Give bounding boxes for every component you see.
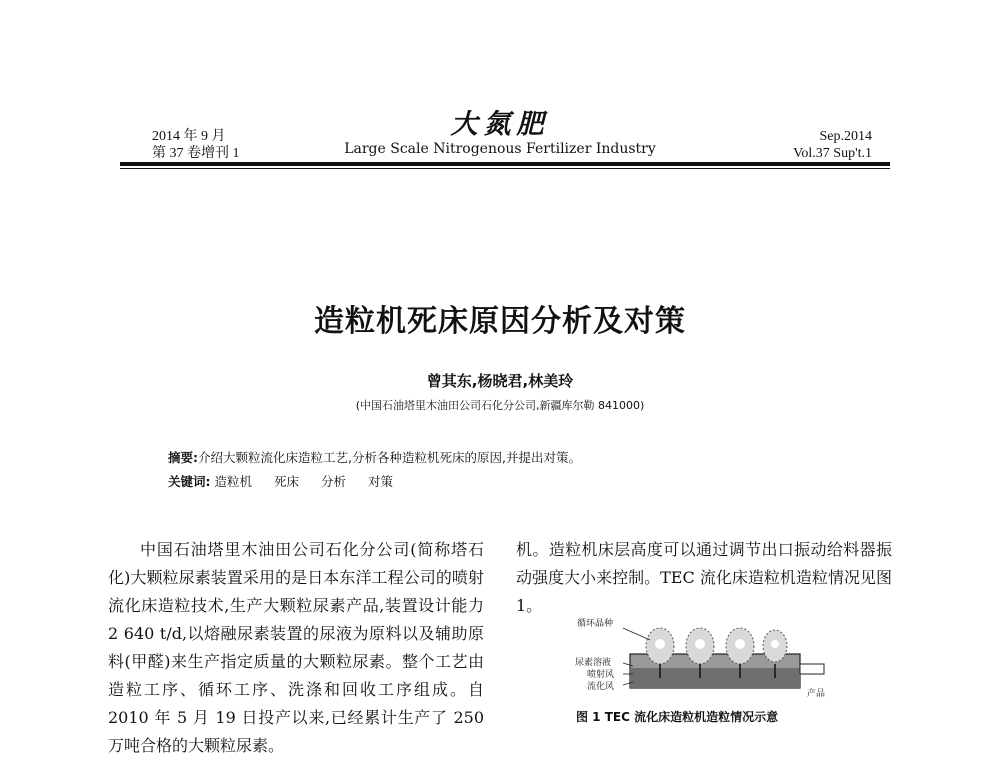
- issue-volume-en: Vol.37 Sup't.1: [793, 146, 872, 161]
- figure-caption: 图 1 TEC 流化床造粒机造粒情况示意: [576, 710, 779, 724]
- article-authors: 曾其东,杨晓君,林美玲: [426, 372, 574, 390]
- label-product: 产品: [807, 689, 826, 699]
- issue-volume-cn: 第 37 卷增刊 1: [152, 146, 240, 161]
- product-outlet: [800, 664, 824, 674]
- label-spray-air: 喷射风: [587, 670, 615, 680]
- header-rule-thin: [120, 168, 890, 169]
- article-title: 造粒机死床原因分析及对策: [314, 304, 686, 339]
- body-paragraph: 机。造粒机床层高度可以通过调节出口振动给料器振动强度大小来控制。TEC 流化床造粒机造粒情况见图 1。: [516, 540, 892, 615]
- keywords: [168, 472, 868, 490]
- journal-name-en: Large Scale Nitrogenous Fertilizer Industry: [344, 141, 656, 157]
- abstract-text: 介绍大颗粒流化床造粒工艺,分析各种造粒机死床的原因,并提出对策。: [198, 450, 581, 465]
- issue-date-cn: 2014 年 9 月: [152, 129, 226, 144]
- label-fluid-air: 流化风: [587, 682, 615, 692]
- article-affiliation: (中国石油塔里木油田公司石化分公司,新疆库尔勒 841000): [355, 399, 645, 412]
- label-urea-solution: 尿素溶液: [575, 658, 612, 668]
- abstract-label: 摘要:: [168, 450, 198, 465]
- header-rule-thick: [120, 162, 890, 166]
- granulator-diagram: [575, 616, 835, 701]
- issue-date-en: Sep.2014: [819, 129, 872, 144]
- keyword: 死床: [273, 474, 299, 489]
- abstract: [168, 448, 868, 466]
- body-paragraph: 中国石油塔里木油田公司石化分公司(简称塔石化)大颗粒尿素装置采用的是日本东洋工程公司的喷射流化床造粒技术,生产大颗粒尿素产品,装置设计能力 2 640 t/d,以熔融尿素装置的尿液为原料以及辅助原料(甲醛)来生产指定质量的大颗粒尿素。整个工艺由造粒工序、循环工序、洗涤和回收工序组成。自 2010 年 5 月 19 日投产以来,已经累计生产了 250 万吨合格的大颗粒尿素。: [108, 540, 484, 755]
- keyword: 造粒机: [214, 474, 252, 489]
- issue-info-en: [793, 128, 872, 162]
- body-column-right: [516, 536, 892, 620]
- keywords-label: 关键词:: [168, 474, 211, 489]
- keyword: 对策: [367, 474, 393, 489]
- body-column-left: [108, 536, 484, 760]
- journal-name-cn: 大氮肥: [450, 109, 550, 140]
- label-recycle-seed: 循环晶种: [577, 619, 614, 629]
- keyword: 分析: [320, 474, 346, 489]
